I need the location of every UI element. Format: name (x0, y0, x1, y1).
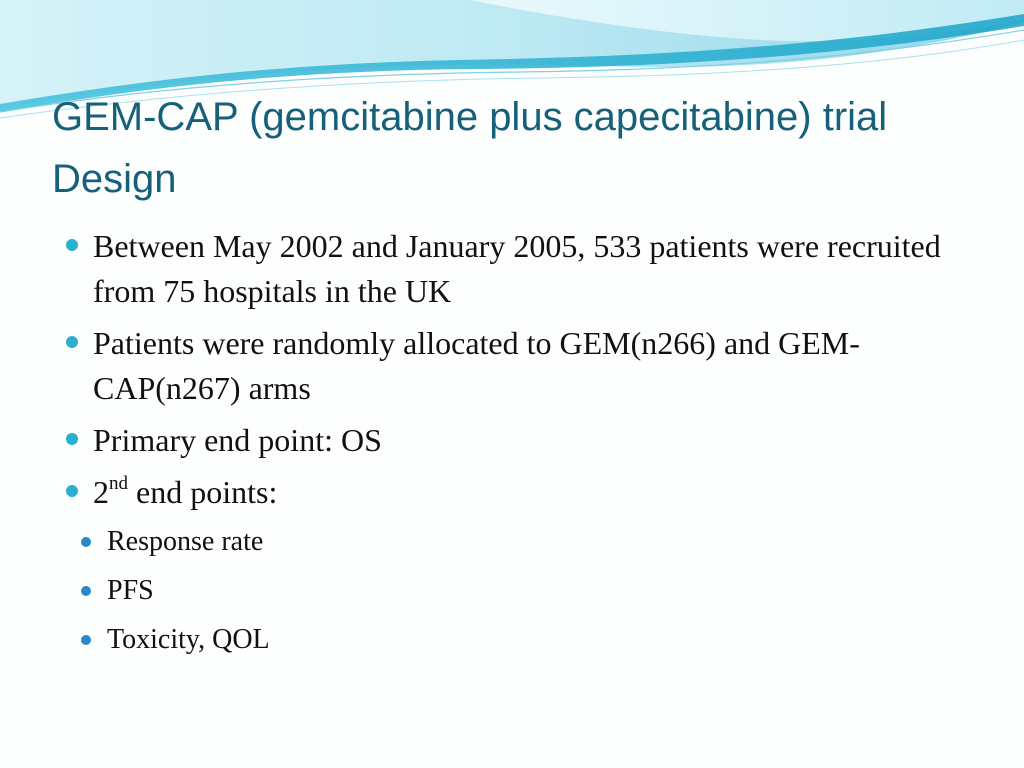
bullet-dot-icon (66, 239, 78, 251)
bullet-text: Between May 2002 and January 2005, 533 patients were recruited from 75 hospitals in the UK (93, 228, 941, 309)
sub-bullet-text: Response rate (107, 526, 264, 557)
bullet-text: Patients were randomly allocated to GEM(n266) and GEM-CAP(n267) arms (93, 325, 860, 406)
bullet-text: Primary end point: OS (93, 422, 382, 458)
bullet-item (66, 321, 986, 411)
bullet-dot-icon (66, 433, 78, 445)
bullet-dot-icon (66, 485, 78, 497)
sub-bullet-list (81, 522, 986, 660)
sub-bullet-item (81, 620, 986, 660)
bullet-dot-icon (66, 336, 78, 348)
slide-title: GEM-CAP (gemcitabine plus capecitabine) trial Design (52, 95, 888, 201)
sub-bullet-item (81, 571, 986, 611)
bullet-item (66, 470, 986, 515)
sub-bullet-text: Toxicity, QOL (107, 624, 270, 655)
sub-bullet-item (81, 522, 986, 562)
bullet-superscript: nd (109, 473, 128, 495)
bullet-prefix: 2 (93, 474, 109, 510)
bullet-list (66, 224, 986, 669)
bullet-text: end points: (128, 474, 278, 510)
bullet-item (66, 418, 986, 463)
sub-bullet-dot-icon (81, 586, 91, 596)
sub-bullet-text: PFS (107, 575, 154, 606)
sub-bullet-dot-icon (81, 537, 91, 547)
bullet-item (66, 224, 986, 314)
sub-bullet-dot-icon (81, 635, 91, 645)
